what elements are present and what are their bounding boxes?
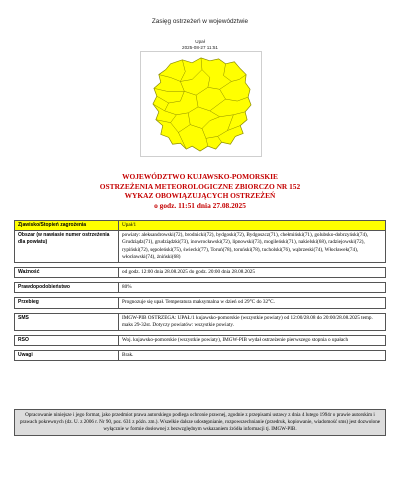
table-row-course <box>15 298 386 308</box>
voivodeship-map <box>141 52 261 156</box>
map-datetime: 2025-08-27 11:51 <box>182 45 218 50</box>
row-label: Prawdopodobieństwo <box>15 283 119 293</box>
map-level-label: Upał <box>195 39 205 44</box>
warning-map <box>140 51 262 157</box>
row-label: Przebieg <box>15 298 119 308</box>
table-row-probability <box>15 283 386 293</box>
warning-details-table <box>14 220 386 361</box>
table-row-area <box>15 231 386 263</box>
row-value: Prognozuje się upał. Temperatura maksymalna w dzień od 29°C do 32°C. <box>119 298 386 308</box>
table-row-remarks <box>15 351 386 361</box>
headline-list-title: WYKAZ OBOWIĄZUJĄCYCH OSTRZEŻEŃ <box>124 191 276 201</box>
row-label: Ważność <box>15 268 119 278</box>
headline-voivodeship: WOJEWÓDZTWO KUJAWSKO-POMORSKIE <box>122 172 278 181</box>
warning-headline <box>30 172 370 210</box>
row-value: 80% <box>119 283 386 293</box>
table-row-sms <box>15 313 386 330</box>
row-value: IMGW-PIB OSTRZEGA: UPAŁ/1 kujawsko-pomorskie (wszystkie powiaty) od 12:00/28.08 do 20:00/28.08.2025 temp. maks 29-32st. Dotyczy powiatów: wszystkie powiaty. <box>119 313 386 330</box>
row-label: Uwagi <box>15 351 119 361</box>
table-row-phenomenon <box>15 221 386 231</box>
table-row-validity <box>15 268 386 278</box>
row-label: Zjawisko/Stopień zagrożenia <box>15 221 119 231</box>
row-value: Upał/1 <box>119 221 386 231</box>
copyright-notice: Opracowanie niniejsze i jego format, jako przedmiot prawa autorskiego podlega ochronie prawnej, zgodnie z przepisami ustawy z dnia 4 lutego 1994r o prawie autorskim i prawach pokrewnych (dz. U. z 2006 r. Nr 90, poz. 631 z późn. zm.). Wszelkie dalsze udostępnianie, rozpowszechnianie (przedruk, kopiowanie, wiadomość sms) jest dozwolone wyłącznie w formie dosłownej z bezwzględnym wskazaniem źródła informacji tj. IMGW-PIB. <box>14 409 386 436</box>
headline-issue-time: o godz. 11:51 dnia 27.08.2025 <box>154 200 246 210</box>
headline-warning-number: OSTRZEŻENIA METEOROLOGICZNE ZBIORCZO NR 152 <box>99 181 301 191</box>
map-caption <box>0 39 400 51</box>
page-title: Zasięg ostrzeżeń w województwie <box>151 18 249 25</box>
row-value: Brak. <box>119 351 386 361</box>
row-value: Woj. kujawsko-pomorskie (wszystkie powiaty), IMGW-PIB wydał ostrzeżenie pierwszego stopnia o upałach <box>119 336 386 346</box>
row-label: SMS <box>15 313 119 330</box>
table-row-rso <box>15 336 386 346</box>
row-value: od godz. 12:00 dnia 28.08.2025 do godz. 20:00 dnia 28.08.2025 <box>119 268 386 278</box>
row-label: RSO <box>15 336 119 346</box>
row-label: Obszar (w nawiasie numer ostrzeżenia dla powiatu) <box>15 231 119 263</box>
row-value: powiaty: aleksandrowski(72), brodnicki(72), bydgoski(72), Bydgoszcz(71), chełmiński(71), golubsko-dobrzyński(74), Grudziądz(71), grudziądzki(73), inowrocławski(72), lipnowski(73), mogileński(71), nakielski(68), radziejowski(72), rypiński(72), sępoleński(75), świecki(77), Toruń(78), toruński(78), tucholski(76), wąbrzeski(74), Włocławek(74), włocławski(74), żniński(68) <box>119 231 386 263</box>
